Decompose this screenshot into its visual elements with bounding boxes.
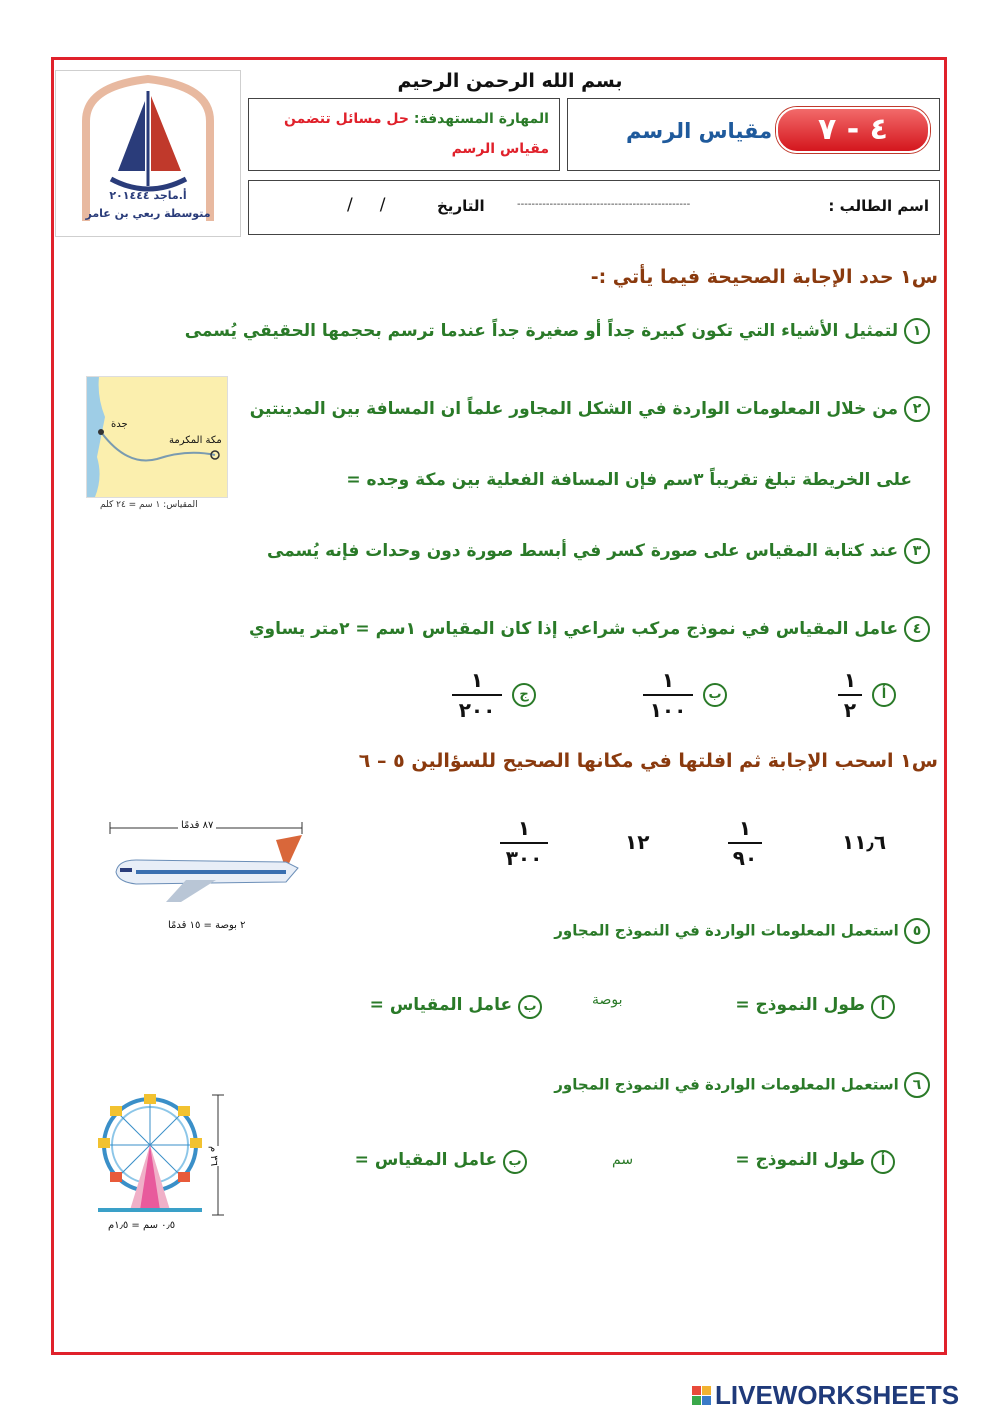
q5-a-text: طول النموذج =	[735, 995, 866, 1015]
map-image	[86, 376, 228, 498]
logo-caption-bottom: متوسطة ربعي بن عامر	[85, 207, 211, 220]
student-name-label: اسم الطالب :	[828, 197, 929, 215]
q6-unit: سم	[612, 1152, 634, 1168]
question-2	[250, 396, 930, 422]
q4-choice-a-letter: أ	[872, 683, 896, 707]
date-slashes[interactable]: / /	[347, 195, 386, 215]
q3-text: عند كتابة المقياس على صورة كسر في أبسط صورة دون وحدات فإنه يُسمى	[266, 541, 899, 561]
skill-box	[248, 98, 560, 171]
q4-choice-a[interactable]	[838, 668, 896, 722]
map-scale: المقياس: ١ سم = ٢٤ كلم	[100, 500, 198, 510]
fraction-denominator: ٢٠٠	[458, 698, 496, 722]
q5-text: استعمل المعلومات الواردة في النموذج المجاور	[554, 921, 899, 940]
skill-value-2: مقياس الرسم	[451, 141, 549, 157]
airplane-drawing	[106, 820, 306, 920]
question-5	[554, 918, 930, 944]
fraction-numerator: ١	[661, 668, 675, 692]
q4-choice-c-letter: ج	[512, 683, 536, 707]
skill-label: المهارة المستهدفة:	[413, 111, 549, 127]
name-date-box	[248, 180, 940, 235]
q5-a-letter: أ	[871, 995, 895, 1019]
lesson-number-badge	[776, 107, 930, 153]
liveworksheets-logo[interactable]	[692, 1380, 959, 1411]
drag-answer-3[interactable]: ١٢	[625, 830, 650, 854]
basmala: بسم الله الرحمن الرحيم	[397, 70, 623, 92]
q4-text: عامل المقياس في نموذج مركب شراعي إذا كان المقياس ١سم = ٢متر يساوي	[248, 619, 899, 639]
drag-answer-4[interactable]	[500, 816, 548, 870]
q3-number: ٣	[904, 538, 930, 564]
drag-answer-1[interactable]: ١١٫٦	[842, 830, 887, 854]
q6-a-text: طول النموذج =	[735, 1150, 866, 1170]
ferris-wheel-figure	[90, 1090, 240, 1240]
q6-b-text: عامل المقياس =	[354, 1150, 498, 1170]
q5-b-letter: ب	[518, 995, 542, 1019]
q4-choice-c-fraction	[452, 668, 502, 722]
q4-choice-b[interactable]	[643, 668, 727, 722]
fraction-numerator: ١	[843, 668, 857, 692]
q1-text: لتمثيل الأشياء التي تكون كبيرة جداً أو صغيرة جداً عندما ترسم بحجمها الحقيقي يُسمى	[184, 321, 899, 341]
q6-part-a	[735, 1150, 895, 1174]
section1-title: س١ حدد الإجابة الصحيحة فيما يأتي :-	[590, 266, 938, 288]
school-logo	[55, 70, 241, 237]
q5-b-text: عامل المقياس =	[369, 995, 513, 1015]
q4-choice-b-fraction	[643, 668, 693, 722]
ferris-wheel-scale: ٠٫٥ سم = ١٫٥م	[108, 1220, 176, 1231]
q5-unit: بوصة	[592, 992, 623, 1008]
q6-number: ٦	[904, 1072, 930, 1098]
q2-text-2: على الخريطة تبلغ تقريباً ٣سم فإن المسافة الفعلية بين مكة وجده =	[346, 470, 912, 490]
fraction-denominator: ٩٠	[732, 846, 758, 870]
map-city-makkah: مكة المكرمة	[169, 435, 222, 446]
lesson-number: ٤ - ٧	[818, 112, 888, 147]
q5-part-a	[735, 995, 895, 1019]
fraction-denominator: ٣٠٠	[505, 846, 543, 870]
lesson-title: مقياس الرسم	[626, 119, 773, 143]
liveworksheets-text: LIVEWORKSHEETS	[715, 1380, 960, 1410]
date-label: التاريخ	[437, 197, 485, 215]
section2-title: س١ اسحب الإجابة ثم افلتها في مكانها الصحيح للسؤالين ٥ – ٦	[358, 750, 938, 772]
map-city-jeddah: جدة	[111, 419, 128, 430]
q5-number: ٥	[904, 918, 930, 944]
skill-value: حل مسائل تتضمن	[283, 111, 409, 127]
q4-choice-a-fraction	[838, 668, 862, 722]
fraction-numerator: ١	[470, 668, 484, 692]
q2-number: ٢	[904, 396, 930, 422]
logo-caption-top: أ.ماجد ٢٠١٤٤٤	[109, 189, 187, 202]
q4-choice-b-letter: ب	[703, 683, 727, 707]
student-name-line[interactable]: ------------------------------------------------	[517, 199, 691, 210]
q6-part-b	[355, 1150, 527, 1174]
q6-text: استعمل المعلومات الواردة في النموذج المجاور	[554, 1075, 899, 1094]
question-4	[249, 616, 930, 642]
q1-number: ١	[904, 318, 930, 344]
skill-line	[284, 111, 549, 127]
airplane-figure	[106, 820, 306, 920]
q2-text: من خلال المعلومات الواردة في الشكل المجاور علماً ان المسافة بين المدينتين	[249, 399, 899, 419]
question-3	[267, 538, 930, 564]
liveworksheets-icon	[692, 1386, 711, 1405]
fraction-numerator: ١	[517, 816, 531, 840]
q5-part-b	[370, 995, 542, 1019]
ferris-wheel-height: ٣٦ م	[208, 1146, 219, 1167]
airplane-length: ٨٧ قدمًا	[178, 820, 216, 831]
q6-a-letter: أ	[871, 1150, 895, 1174]
question-1	[185, 318, 930, 344]
fraction-numerator: ١	[738, 816, 752, 840]
airplane-scale: ٢ بوصة = ١٥ قدمًا	[168, 920, 246, 931]
fraction-denominator: ٢	[843, 698, 857, 722]
lesson-box	[567, 98, 940, 171]
q4-choice-c[interactable]	[452, 668, 536, 722]
fraction-denominator: ١٠٠	[649, 698, 687, 722]
q4-number: ٤	[904, 616, 930, 642]
q6-b-letter: ب	[503, 1150, 527, 1174]
drag-answer-2[interactable]	[728, 816, 762, 870]
question-6	[554, 1072, 930, 1098]
